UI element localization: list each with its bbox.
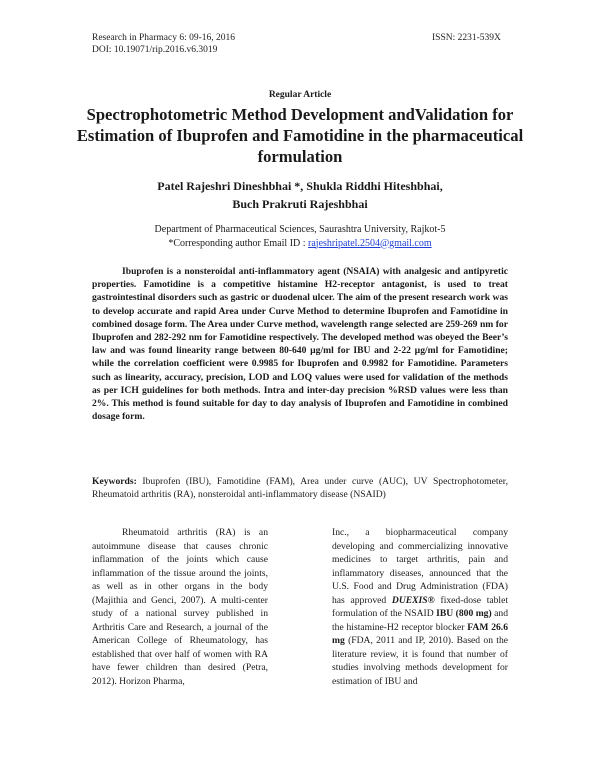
corresponding-label: *Corresponding author Email ID : <box>168 237 309 249</box>
journal-citation: Research in Pharmacy 6: 09-16, 2016 <box>92 33 235 43</box>
authors-line-1: Patel Rajeshri Dineshbhai *, Shukla Riddhi Hiteshbhai, <box>157 179 443 193</box>
paper-title: Spectrophotometric Method Development andValidation for Estimation of Ibuprofen and Famotidine in the pharmaceutical formulation <box>76 105 524 166</box>
body-right-text-1: Inc., a biopharmaceutical company developing and commercializing innovative medicines to target arthritis, pain and inflammatory diseases, announced that the U.S. Food and Drug Administration (FDA) has approved <box>332 527 508 606</box>
keywords-text: Ibuprofen (IBU), Famotidine (FAM), Area under curve (AUC), UV Spectrophotometer, Rheumatoid arthritis (RA), nonsteroidal anti-inflammatory disease (NSAID) <box>92 476 508 501</box>
doi-text: DOI: 10.19071/rip.2016.v6.3019 <box>92 45 218 55</box>
keywords <box>92 475 508 501</box>
duexis-brand: DUEXIS® <box>391 594 435 606</box>
corresponding-author <box>100 237 500 251</box>
affiliation: Department of Pharmaceutical Sciences, Saurashtra University, Rajkot-5 <box>154 224 446 235</box>
issn-text: ISSN: 2231-539X <box>432 33 501 43</box>
authors-line-2: Buch Prakruti Rajeshbhai <box>232 197 368 211</box>
ibu-dose: IBU (800 mg) <box>436 608 492 619</box>
body-right-text-3: and the histamine-H2 receptor blocker <box>332 608 508 633</box>
fam-dose: FAM 26.6 mg <box>332 621 508 646</box>
body-left-column: Rheumatoid arthritis (RA) is an autoimmune disease that causes chronic inflammation of the joints which cause inflammation of the tissue around the joints, as well as in other organs in the body (Majithia and Genci, 2007). A multi-center study of a national survey published in Arthritis Care and Research, a journal of the American College of Rheumatology, has established that over half of women with RA have fewer children than desired (Petra, 2012). Horizon Pharma, <box>92 527 268 687</box>
email-link[interactable]: rajeshripatel.2504@gmail.com <box>308 237 432 249</box>
keywords-label: Keywords: <box>92 476 137 487</box>
body-right-text-2: fixed-dose tablet formulation of the NSAID <box>332 594 508 619</box>
abstract: Ibuprofen is a nonsteroidal anti-inflammatory agent (NSAIA) with analgesic and antipyretic properties. Famotidine is a competitive histamine H2-receptor antagonist, is used to treat gastrointestinal disorders such as gastric or duodenal ulcer. The aim of the present research work was to develop accurate and rapid Area under Curve Method to determine Ibuprofen and Famotidine in combined dosage form. The Area under Curve method, wavelength range selected are 259-269 nm for Ibuprofen and 282-292 nm for Famotidine respectively. The developed method was obeyed the Beer’s law and was found linearity range between 80-640 µg/ml for IBU and 2-22 µg/ml for Famotidine; while the correlation coefficient were 0.9985 for Ibuprofen and 0.9982 for Famotidine. Parameters such as linearity, accuracy, precision, LOD and LOQ values were used for validation of the methods as per ICH guidelines for both methods. Intra and inter-day precision %RSD values were less than 2%. This method is found suitable for day to day analysis of Ibuprofen and Famotidine in combined dosage form. <box>92 266 508 423</box>
authors <box>80 177 520 213</box>
article-type: Regular Article <box>268 90 332 100</box>
affiliation-block <box>100 223 500 250</box>
body-right-text-4: (FDA, 2011 and IP, 2010). Based on the literature review, it is found that number of studies involving methods development for estimation of IBU and <box>332 635 508 687</box>
body-right-column <box>332 526 508 688</box>
